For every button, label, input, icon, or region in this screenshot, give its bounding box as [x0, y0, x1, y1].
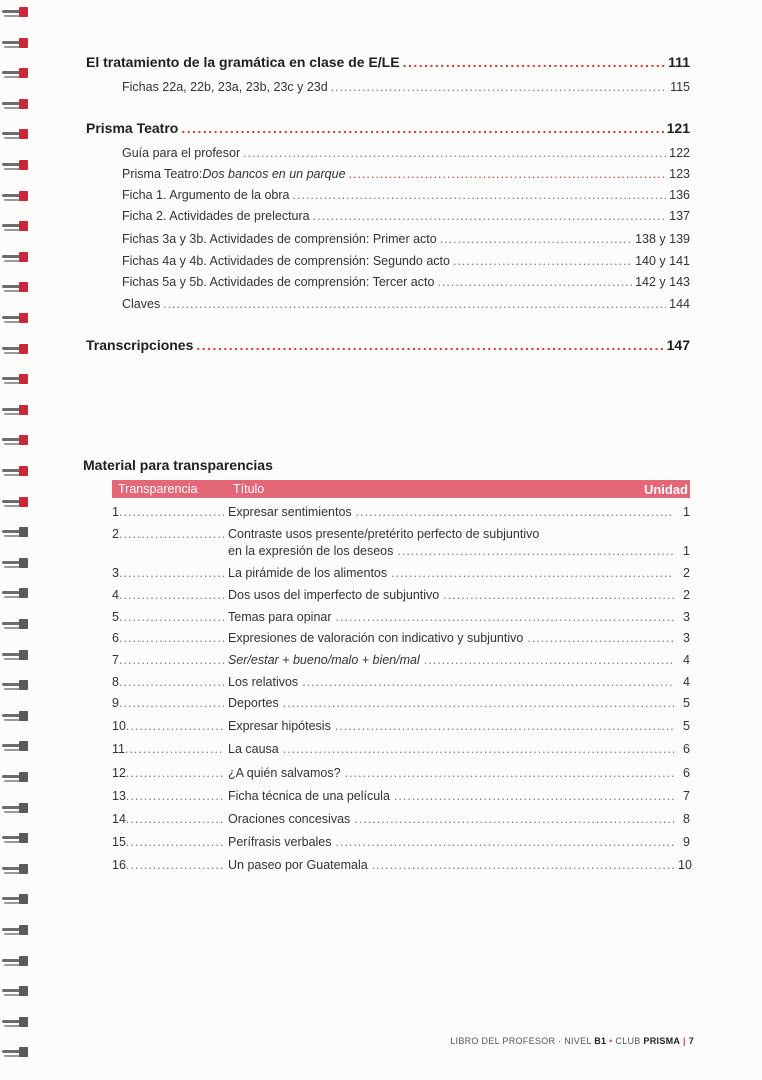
row-unit: 1 [683, 544, 690, 558]
binding-ring [2, 343, 30, 355]
binding-ring [2, 373, 30, 385]
binding-ring [2, 740, 30, 752]
row-number: 6 [112, 631, 119, 645]
dot-leader [126, 812, 224, 826]
binding-ring [2, 67, 30, 79]
row-unit: 8 [683, 812, 690, 826]
binding-ring [2, 985, 30, 997]
dot-leader [126, 789, 224, 803]
dot-leader [126, 766, 224, 780]
row-number: 1 [112, 505, 119, 519]
dot-leader [345, 766, 674, 780]
row-title: Un paseo por Guatemala [228, 858, 368, 872]
binding-ring [2, 771, 30, 783]
row-unit: 1 [683, 505, 690, 519]
row-number: 12 [112, 766, 126, 780]
binding-ring [2, 251, 30, 263]
row-title: Los relativos [228, 675, 299, 689]
row-title: Expresiones de valoración con indicativo y subjuntivo [228, 631, 524, 645]
binding-ring [2, 1046, 30, 1058]
row-unit: 4 [683, 653, 690, 667]
dot-leader [163, 297, 666, 311]
footer-brand: PRISMA [643, 1036, 681, 1046]
row-number: 2 [112, 527, 119, 541]
binding-ring [2, 832, 30, 844]
dot-leader [437, 275, 632, 289]
toc-entry [86, 54, 690, 70]
binding-ring [2, 924, 30, 936]
row-unit: 6 [683, 742, 690, 756]
spiral-binding [0, 0, 34, 1080]
toc-entry-title: Fichas 4a y 4b. Actividades de comprensión: Segundo acto [122, 254, 450, 268]
dot-leader [527, 631, 674, 645]
dot-leader [335, 719, 674, 733]
toc-entry-title: Fichas 5a y 5b. Actividades de comprensión: Tercer acto [122, 275, 435, 289]
dot-leader [354, 812, 674, 826]
dot-leader [443, 588, 674, 602]
toc-entry-page: 136 [669, 188, 690, 202]
row-unit: 6 [683, 766, 690, 780]
dot-leader [403, 54, 666, 70]
row-title: La pirámide de los alimentos [228, 566, 388, 580]
toc-entry [122, 167, 690, 181]
dot-leader [453, 254, 632, 268]
row-unit: 3 [683, 610, 690, 624]
dot-leader [302, 675, 674, 689]
toc-entry [122, 297, 690, 311]
binding-ring [2, 128, 30, 140]
footer-separator: | [683, 1036, 686, 1046]
dot-leader [394, 789, 674, 803]
header-titulo: Título [233, 482, 265, 496]
toc-entry-page: 138 y 139 [635, 232, 690, 246]
header-unidad: Unidad [643, 482, 688, 497]
toc-entry [122, 254, 690, 268]
row-title-cont: en la expresión de los deseos [228, 544, 394, 558]
toc-entry [122, 275, 690, 289]
toc-entry [86, 337, 690, 353]
binding-ring [2, 557, 30, 569]
dot-leader [283, 742, 674, 756]
toc-entry-page: 137 [669, 209, 690, 223]
row-number: 3 [112, 566, 119, 580]
footer-club: CLUB [615, 1036, 641, 1046]
toc-entry-page: 121 [666, 120, 690, 136]
dot-leader [126, 858, 224, 872]
page-footer [450, 1036, 694, 1046]
binding-ring [2, 190, 30, 202]
toc-entry-title: Transcripciones [86, 337, 194, 353]
dot-leader [331, 80, 667, 94]
section-title: Material para transparencias [83, 457, 273, 473]
dot-leader [119, 566, 224, 580]
toc-entry-title: Prisma Teatro: [122, 167, 203, 181]
row-unit: 2 [683, 566, 690, 580]
dot-leader [440, 232, 632, 246]
toc-entry-title: Claves [122, 297, 161, 311]
binding-ring [2, 893, 30, 905]
dot-leader [126, 835, 224, 849]
row-unit: 2 [683, 588, 690, 602]
binding-ring [2, 465, 30, 477]
toc-entry-title: Fichas 22a, 22b, 23a, 23b, 23c y 23d [122, 80, 328, 94]
row-title: La causa [228, 742, 279, 756]
binding-ring [2, 955, 30, 967]
dot-leader [313, 209, 667, 223]
dot-leader [125, 742, 224, 756]
dot-leader [181, 120, 663, 136]
row-unit: 3 [683, 631, 690, 645]
dot-leader [119, 653, 224, 667]
row-unit: 5 [683, 719, 690, 733]
toc-entry-page: 123 [669, 167, 690, 181]
row-title: Deportes [228, 696, 279, 710]
toc-entry-title: El tratamiento de la gramática en clase de E/LE [86, 54, 400, 70]
binding-ring [2, 802, 30, 814]
binding-ring [2, 526, 30, 538]
toc-entry [122, 146, 690, 160]
row-title: Perífrasis verbales [228, 835, 332, 849]
row-title: Ser/estar + bueno/malo + bien/mal [228, 653, 420, 667]
dot-leader [349, 167, 667, 181]
dot-leader [336, 610, 674, 624]
dot-leader [397, 544, 674, 558]
binding-ring [2, 587, 30, 599]
dot-leader [391, 566, 674, 580]
dot-leader [119, 588, 224, 602]
row-unit: 4 [683, 675, 690, 689]
row-title: Ficha técnica de una película [228, 789, 390, 803]
dot-leader [126, 719, 224, 733]
dot-leader [119, 675, 224, 689]
toc-entry [122, 209, 690, 223]
toc-entry [122, 232, 690, 246]
toc-entry-title-italic: Dos bancos en un parque [202, 167, 346, 181]
toc-entry-page: 144 [669, 297, 690, 311]
row-number: 5 [112, 610, 119, 624]
row-number: 14 [112, 812, 126, 826]
dot-leader [243, 146, 666, 160]
binding-ring [2, 863, 30, 875]
toc-entry-page: 140 y 141 [635, 254, 690, 268]
row-number: 16 [112, 858, 126, 872]
header-transparencia: Transparencia [118, 482, 198, 496]
binding-ring [2, 404, 30, 416]
footer-book: LIBRO DEL PROFESOR · NIVEL [450, 1036, 592, 1046]
toc-entry-page: 147 [666, 337, 690, 353]
row-title: Contraste usos presente/pretérito perfecto de subjuntivo [228, 527, 540, 541]
binding-ring [2, 159, 30, 171]
binding-ring [2, 6, 30, 18]
footer-page-number: 7 [688, 1036, 694, 1046]
row-number: 13 [112, 789, 126, 803]
toc-entry-page: 122 [669, 146, 690, 160]
row-number: 10 [112, 719, 126, 733]
dot-leader [283, 696, 674, 710]
binding-ring [2, 220, 30, 232]
binding-ring [2, 37, 30, 49]
binding-ring [2, 618, 30, 630]
dot-leader [119, 696, 224, 710]
dot-leader [119, 610, 224, 624]
row-title: Expresar hipótesis [228, 719, 331, 733]
dot-leader [336, 835, 674, 849]
binding-ring [2, 710, 30, 722]
row-title: Oraciones concesivas [228, 812, 351, 826]
row-number: 9 [112, 696, 119, 710]
dot-leader [292, 188, 666, 202]
toc-entry-title: Guía para el profesor [122, 146, 241, 160]
binding-ring [2, 1016, 30, 1028]
row-title: Dos usos del imperfecto de subjuntivo [228, 588, 440, 602]
row-number: 15 [112, 835, 126, 849]
row-title: Expresar sentimientos [228, 505, 352, 519]
toc-entry [86, 120, 690, 136]
toc-entry [122, 80, 690, 94]
dot-leader [119, 631, 224, 645]
row-title: Temas para opinar [228, 610, 332, 624]
table-header [112, 480, 690, 498]
binding-ring [2, 98, 30, 110]
binding-ring [2, 649, 30, 661]
toc-entry-title: Ficha 2. Actividades de prelectura [122, 209, 310, 223]
toc-entry-page: 142 y 143 [635, 275, 690, 289]
row-title: ¿A quién salvamos? [228, 766, 341, 780]
dot-leader [119, 505, 224, 519]
binding-ring [2, 434, 30, 446]
row-number: 7 [112, 653, 119, 667]
toc-entry-page: 115 [670, 80, 690, 94]
binding-ring [2, 281, 30, 293]
row-number: 4 [112, 588, 119, 602]
toc-entry [122, 188, 690, 202]
binding-ring [2, 679, 30, 691]
dot-leader [372, 858, 674, 872]
row-unit: 5 [683, 696, 690, 710]
toc-entry-title: Prisma Teatro [86, 120, 179, 136]
bullet-icon: • [609, 1036, 613, 1046]
dot-leader [424, 653, 674, 667]
toc-entry-page: 111 [668, 54, 690, 70]
row-unit: 9 [683, 835, 690, 849]
binding-ring [2, 496, 30, 508]
dot-leader [356, 505, 674, 519]
row-unit: 7 [683, 789, 690, 803]
row-number: 11 [112, 742, 125, 756]
toc-entry-title: Ficha 1. Argumento de la obra [122, 188, 290, 202]
binding-ring [2, 312, 30, 324]
footer-level: B1 [594, 1036, 607, 1046]
row-unit: 10 [678, 858, 692, 872]
row-number: 8 [112, 675, 119, 689]
dot-leader [119, 527, 224, 541]
toc-entry-title: Fichas 3a y 3b. Actividades de comprensión: Primer acto [122, 232, 437, 246]
dot-leader [196, 337, 663, 353]
